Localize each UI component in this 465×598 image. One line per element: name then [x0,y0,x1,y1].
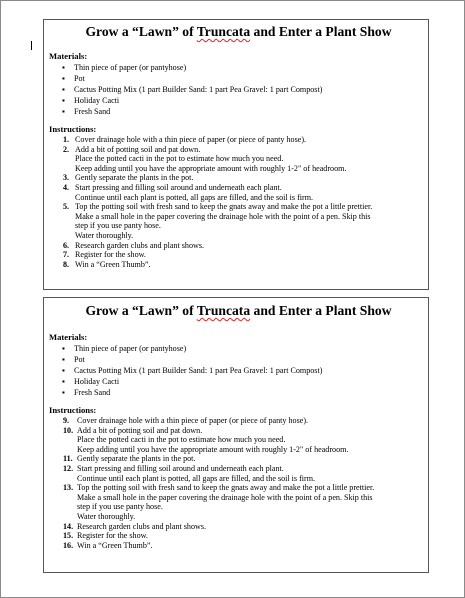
instruction-step [63,464,428,474]
step-text: Make a small hole in the paper covering the drainage hole with the point of a pen. Skip this [77,492,373,502]
step-number: 7. [63,250,70,260]
instructions-list [63,135,428,269]
material-text: Cactus Potting Mix (1 part Builder Sand: 1 part Pea Gravel: 1 part Compost) [74,366,323,375]
bullet-icon: ▪ [62,85,65,94]
step-text: Gently separate the plants in the pot. [75,173,194,183]
instruction-step-continuation [63,231,428,241]
instruction-step-continuation [63,212,428,222]
step-number [63,221,75,231]
step-number: 4. [63,182,70,192]
step-text: Start pressing and filling soil around and underneath each plant. [75,182,282,192]
step-text: Top the potting soil with fresh sand to keep the gnats away and make the pot a little prettier. [75,202,373,212]
step-number [63,435,77,445]
instruction-step-continuation [63,154,428,164]
step-text: step if you use panty hose. [77,502,163,512]
material-item [62,376,428,387]
material-item [62,84,428,95]
step-number: 8. [63,259,70,269]
instructions-heading: Instructions: [49,405,97,415]
material-text: Thin piece of paper (or pantyhose) [74,344,187,353]
step-text: Continue until each plant is potted, all gaps are filled, and the soil is firm. [77,473,316,483]
step-number: 10. [63,425,74,435]
instruction-step [63,202,428,212]
card-title [49,303,428,319]
instruction-step-continuation [63,164,428,174]
title-text: and Enter a Plant Show [250,24,392,39]
step-number [63,474,77,484]
step-text: Start pressing and filling soil around and underneath each plant. [77,463,284,473]
instruction-step [63,541,428,551]
instruction-step-continuation [63,445,428,455]
step-number: 1. [63,135,70,144]
step-text: Place the potted cacti in the pot to estimate how much you need. [77,435,286,445]
title-spellcheck-word: Truncata [196,24,251,39]
step-number [63,212,75,222]
step-text: step if you use panty hose. [75,221,161,231]
instruction-step [63,522,428,532]
instruction-step-continuation [63,493,428,503]
material-item [62,73,428,84]
instruction-step-continuation [63,435,428,445]
instruction-step [63,183,428,193]
step-number [63,231,75,241]
material-text: Pot [74,74,85,83]
step-text: Win a “Green Thumb”. [77,540,153,550]
step-text: Keep adding until you have the appropriate amount with roughly 1-2" of headroom. [77,444,349,454]
instruction-step-continuation [63,221,428,231]
instruction-step [63,426,428,436]
step-number: 16. [63,540,74,550]
bullet-icon: ▪ [62,377,65,386]
bullet-icon: ▪ [62,96,65,105]
instruction-step [63,241,428,251]
step-number: 6. [63,240,70,250]
step-text: Keep adding until you have the appropriate amount with roughly 1-2" of headroom. [75,163,347,173]
step-text: Cover drainage hole with a thin piece of paper (or piece of panty hose). [77,416,309,425]
step-number: 14. [63,521,74,531]
material-text: Fresh Sand [74,107,111,116]
title-text: and Enter a Plant Show [250,303,392,318]
material-text: Fresh Sand [74,388,111,397]
step-text: Register for the show. [75,250,146,260]
step-number [63,512,77,522]
step-number [63,164,75,174]
step-number [63,445,77,455]
material-text: Holiday Cacti [74,96,120,105]
instruction-step [63,145,428,155]
material-text: Holiday Cacti [74,377,120,386]
bullet-icon: ▪ [62,74,65,83]
material-item [62,62,428,73]
instruction-step [63,173,428,183]
material-item [62,343,428,354]
step-number: 13. [63,483,74,493]
step-number: 5. [63,202,70,212]
instruction-step [63,416,428,426]
bullet-icon: ▪ [62,355,65,364]
instruction-step [63,250,428,260]
step-text: Water thoroughly. [75,230,134,240]
step-text: Place the potted cacti in the pot to estimate how much you need. [75,154,284,164]
instruction-step [63,454,428,464]
materials-heading: Materials: [49,332,88,342]
instruction-step [63,135,428,145]
step-text: Continue until each plant is potted, all gaps are filled, and the soil is firm. [75,192,314,202]
title-text: Grow a “Lawn” of [85,303,197,318]
step-number: 2. [63,144,70,154]
step-text: Win a “Green Thumb”. [75,259,151,269]
instruction-step [63,483,428,493]
recipe-card-1 [43,19,429,290]
material-item [62,95,428,106]
instructions-heading: Instructions: [49,124,97,134]
bullet-icon: ▪ [62,344,65,353]
bullet-icon: ▪ [62,63,65,72]
materials-list [62,62,428,117]
material-text: Cactus Potting Mix (1 part Builder Sand: 1 part Pea Gravel: 1 part Compost) [74,85,323,94]
step-text: Register for the show. [77,531,148,541]
step-number [63,154,75,164]
step-text: Top the potting soil with fresh sand to keep the gnats away and make the pot a little prettier. [77,483,375,493]
instruction-step-continuation [63,512,428,522]
instruction-step-continuation [63,474,428,484]
material-text: Thin piece of paper (or pantyhose) [74,63,187,72]
card-title [49,24,428,40]
material-item [62,387,428,398]
instructions-list [63,416,428,550]
instruction-step-continuation [63,193,428,203]
material-item [62,354,428,365]
instruction-step-continuation [63,502,428,512]
step-text: Gently separate the plants in the pot. [77,454,196,464]
title-spellcheck-word: Truncata [196,303,251,318]
materials-heading: Materials: [49,51,88,61]
text-cursor [31,41,32,50]
bullet-icon: ▪ [62,107,65,116]
step-text: Research garden clubs and plant shows. [75,240,205,250]
instruction-step [63,260,428,270]
bullet-icon: ▪ [62,366,65,375]
step-text: Add a bit of potting soil and pat down. [77,425,203,435]
step-text: Water thoroughly. [77,511,136,521]
step-number: 12. [63,463,74,473]
material-text: Pot [74,355,85,364]
step-text: Add a bit of potting soil and pat down. [75,144,201,154]
step-number: 9. [63,416,70,425]
title-text: Grow a “Lawn” of [85,24,197,39]
step-number [63,493,77,503]
step-text: Make a small hole in the paper covering the drainage hole with the point of a pen. Skip this [75,211,371,221]
instruction-step [63,531,428,541]
material-item [62,365,428,376]
bullet-icon: ▪ [62,388,65,397]
step-number [63,502,77,512]
step-number: 3. [63,173,70,183]
recipe-card-2 [43,297,429,573]
step-text: Research garden clubs and plant shows. [77,521,207,531]
step-number [63,193,75,203]
material-item [62,106,428,117]
step-number: 11. [63,454,73,464]
step-text: Cover drainage hole with a thin piece of paper (or piece of panty hose). [75,135,307,144]
materials-list [62,343,428,398]
step-number: 15. [63,531,74,541]
